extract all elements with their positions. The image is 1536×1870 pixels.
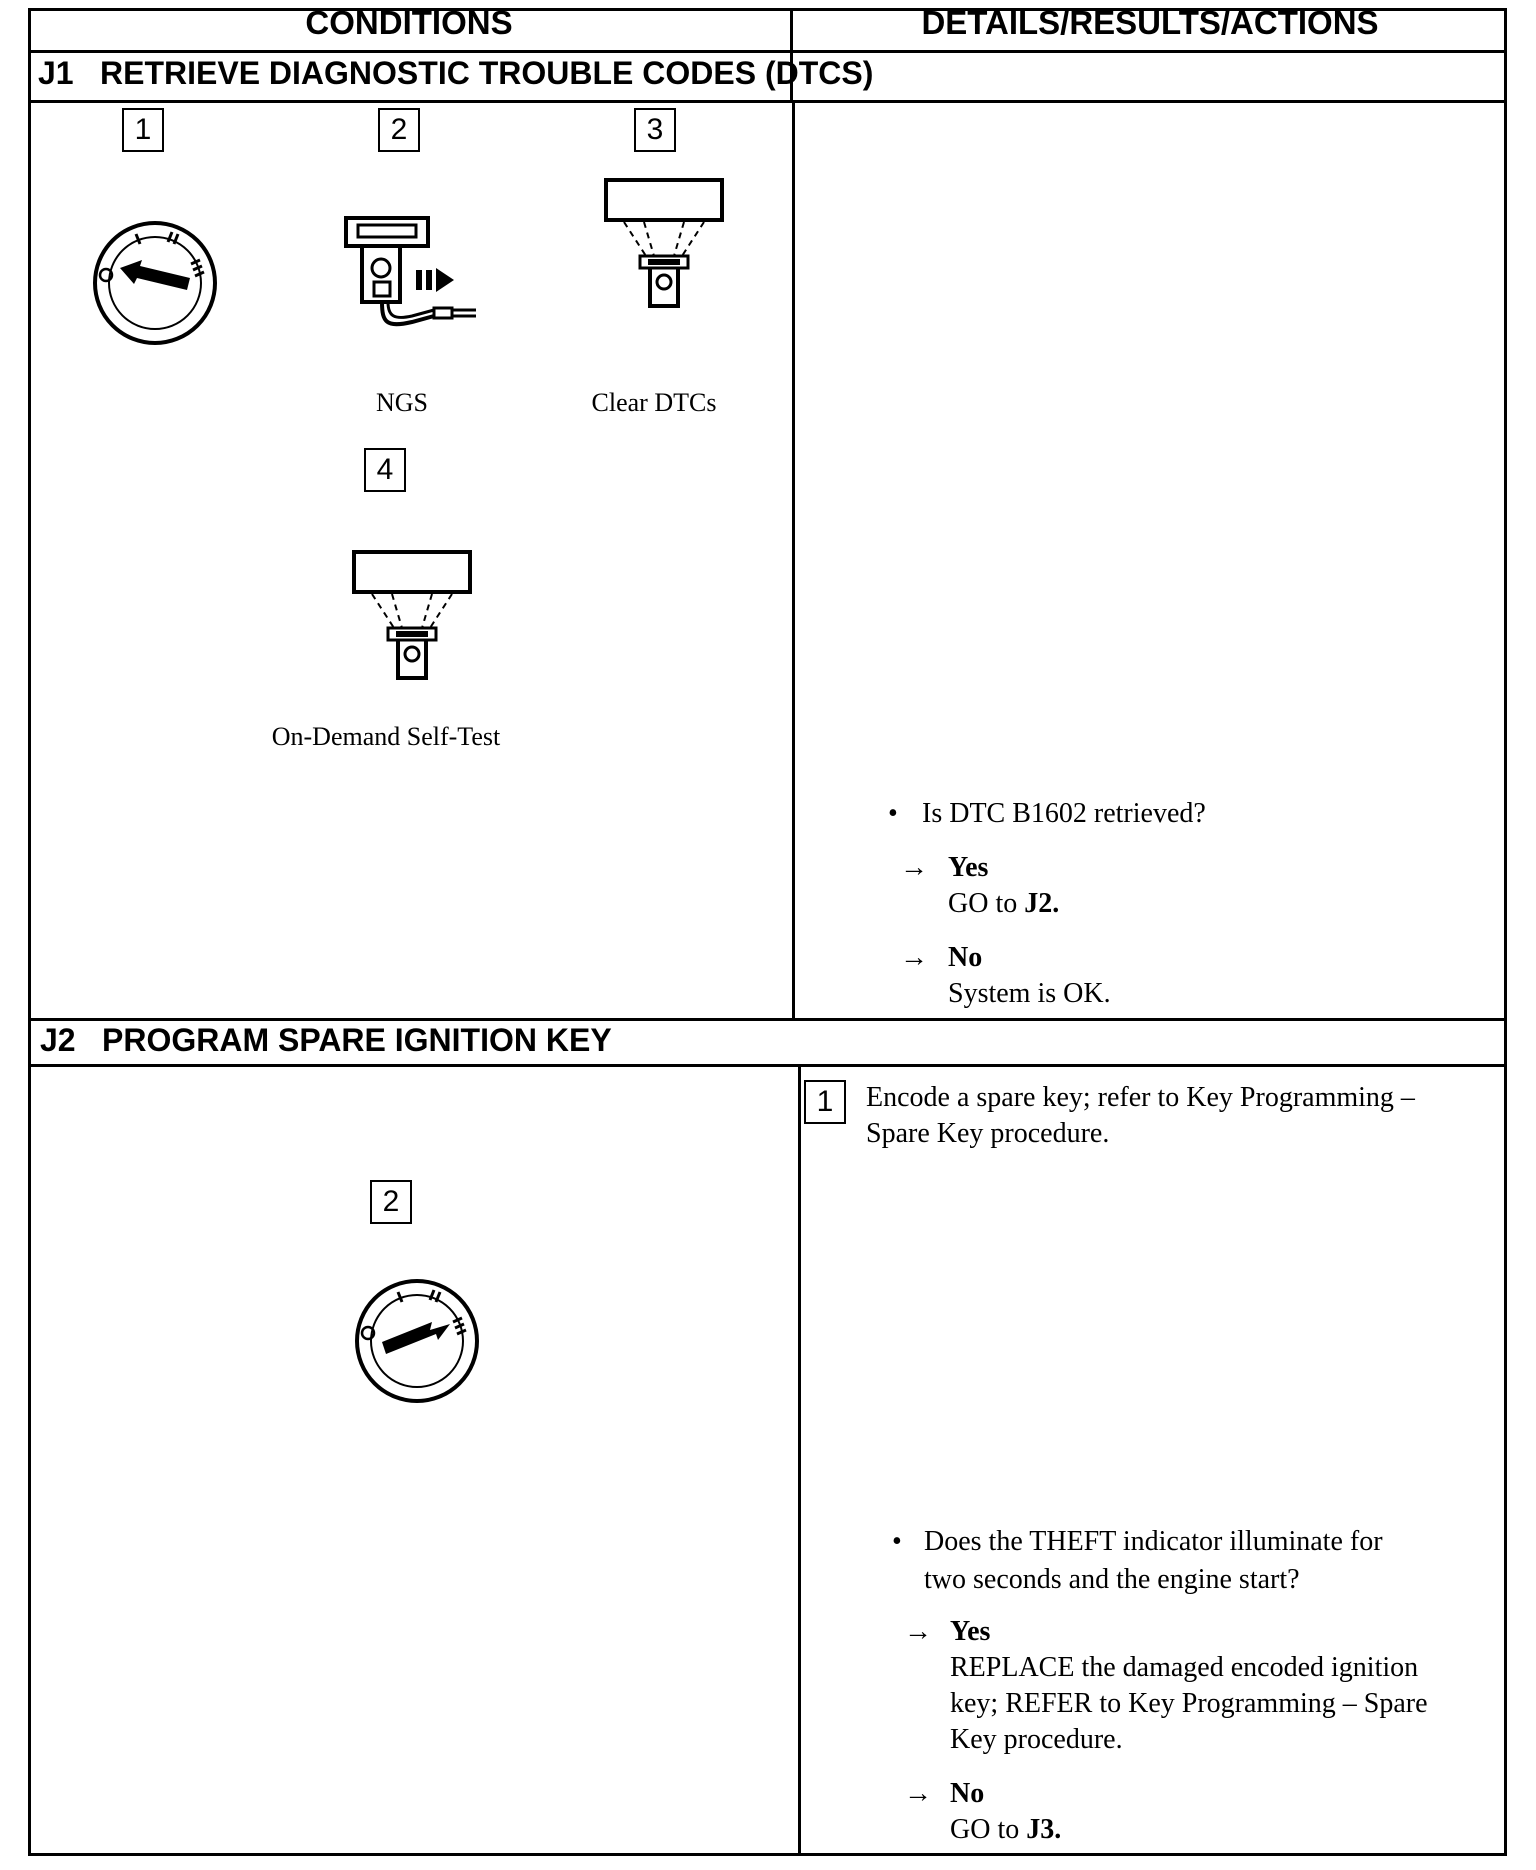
j2-title-divider (28, 1064, 1507, 1067)
j2-yes (904, 1614, 990, 1650)
j1-no-action: System is OK. (948, 978, 1111, 1009)
j2-question-line2: two seconds and the engine start? (924, 1564, 1300, 1595)
j2-title (40, 1022, 612, 1059)
details-header: DETAILS/RESULTS/ACTIONS (921, 4, 1379, 41)
self-test-caption: On-Demand Self-Test (271, 722, 501, 751)
j1-no (900, 940, 982, 976)
j2-question-line1: Does the THEFT indicator illuminate for (924, 1526, 1383, 1557)
j2-no (904, 1776, 984, 1812)
j1-title-text: RETRIEVE DIAGNOSTIC TROUBLE CODES (DTCS) (100, 55, 874, 91)
j1-yes-label: Yes (948, 852, 989, 883)
ignition-switch-icon (92, 220, 222, 350)
j1-yes-action-text: GO to (948, 888, 1025, 919)
j1-step-3-number: 3 (634, 108, 676, 152)
ngs-caption: NGS (375, 388, 428, 417)
ignition-switch-run-icon (354, 1278, 484, 1408)
header-divider (28, 50, 1507, 53)
j2-yes-action-line1: REPLACE the damaged encoded ignition (950, 1652, 1419, 1683)
j2-yes-label: Yes (950, 1616, 991, 1647)
j1-no-label: No (948, 942, 983, 973)
bullet: • (892, 1526, 902, 1557)
j2-no-action (950, 1812, 1061, 1848)
column-divider-j1 (792, 100, 795, 1020)
j1-question (888, 796, 1206, 832)
j2-id: J2 (40, 1022, 76, 1058)
j1-question-text: Is DTC B1602 retrieved? (922, 798, 1206, 829)
clear-dtcs-caption: Clear DTCs (591, 388, 717, 417)
j1-step-4-number: 4 (364, 448, 406, 492)
arrow-icon: → (904, 1778, 932, 1809)
j1-bottom-divider (28, 1018, 1507, 1021)
j2-step-1-line2: Spare Key procedure. (866, 1118, 1110, 1149)
j1-id: J1 (38, 55, 74, 91)
j2-yes-action-line2: key; REFER to Key Programming – Spare (950, 1688, 1428, 1719)
j1-title (38, 55, 873, 92)
j1-yes-action (948, 886, 1059, 922)
j1-yes (900, 850, 988, 886)
j2-step-1-number: 1 (804, 1080, 846, 1124)
j1-step-1-number: 1 (122, 108, 164, 152)
j2-yes-action-line3: Key procedure. (950, 1724, 1123, 1755)
j2-no-label: No (950, 1778, 985, 1809)
j2-title-text: PROGRAM SPARE IGNITION KEY (102, 1022, 612, 1058)
j2-no-target: J3. (1026, 1814, 1062, 1845)
j1-yes-target: J2. (1024, 888, 1060, 919)
j1-step-2-number: 2 (378, 108, 420, 152)
clear-dtcs-tester-icon (602, 176, 726, 314)
self-test-tester-icon (350, 548, 474, 686)
ngs-tester-icon (342, 212, 482, 342)
j2-step-2-number: 2 (370, 1180, 412, 1224)
arrow-icon: → (900, 852, 928, 883)
arrow-icon: → (900, 942, 928, 973)
bullet: • (888, 798, 898, 829)
j2-question (892, 1524, 1383, 1560)
j2-no-action-text: GO to (950, 1814, 1027, 1845)
j1-title-divider (28, 100, 1507, 103)
conditions-header: CONDITIONS (305, 4, 513, 41)
arrow-icon: → (904, 1616, 932, 1647)
j2-step-1-line1: Encode a spare key; refer to Key Programming – (866, 1082, 1415, 1113)
column-divider-j2 (798, 1064, 801, 1856)
